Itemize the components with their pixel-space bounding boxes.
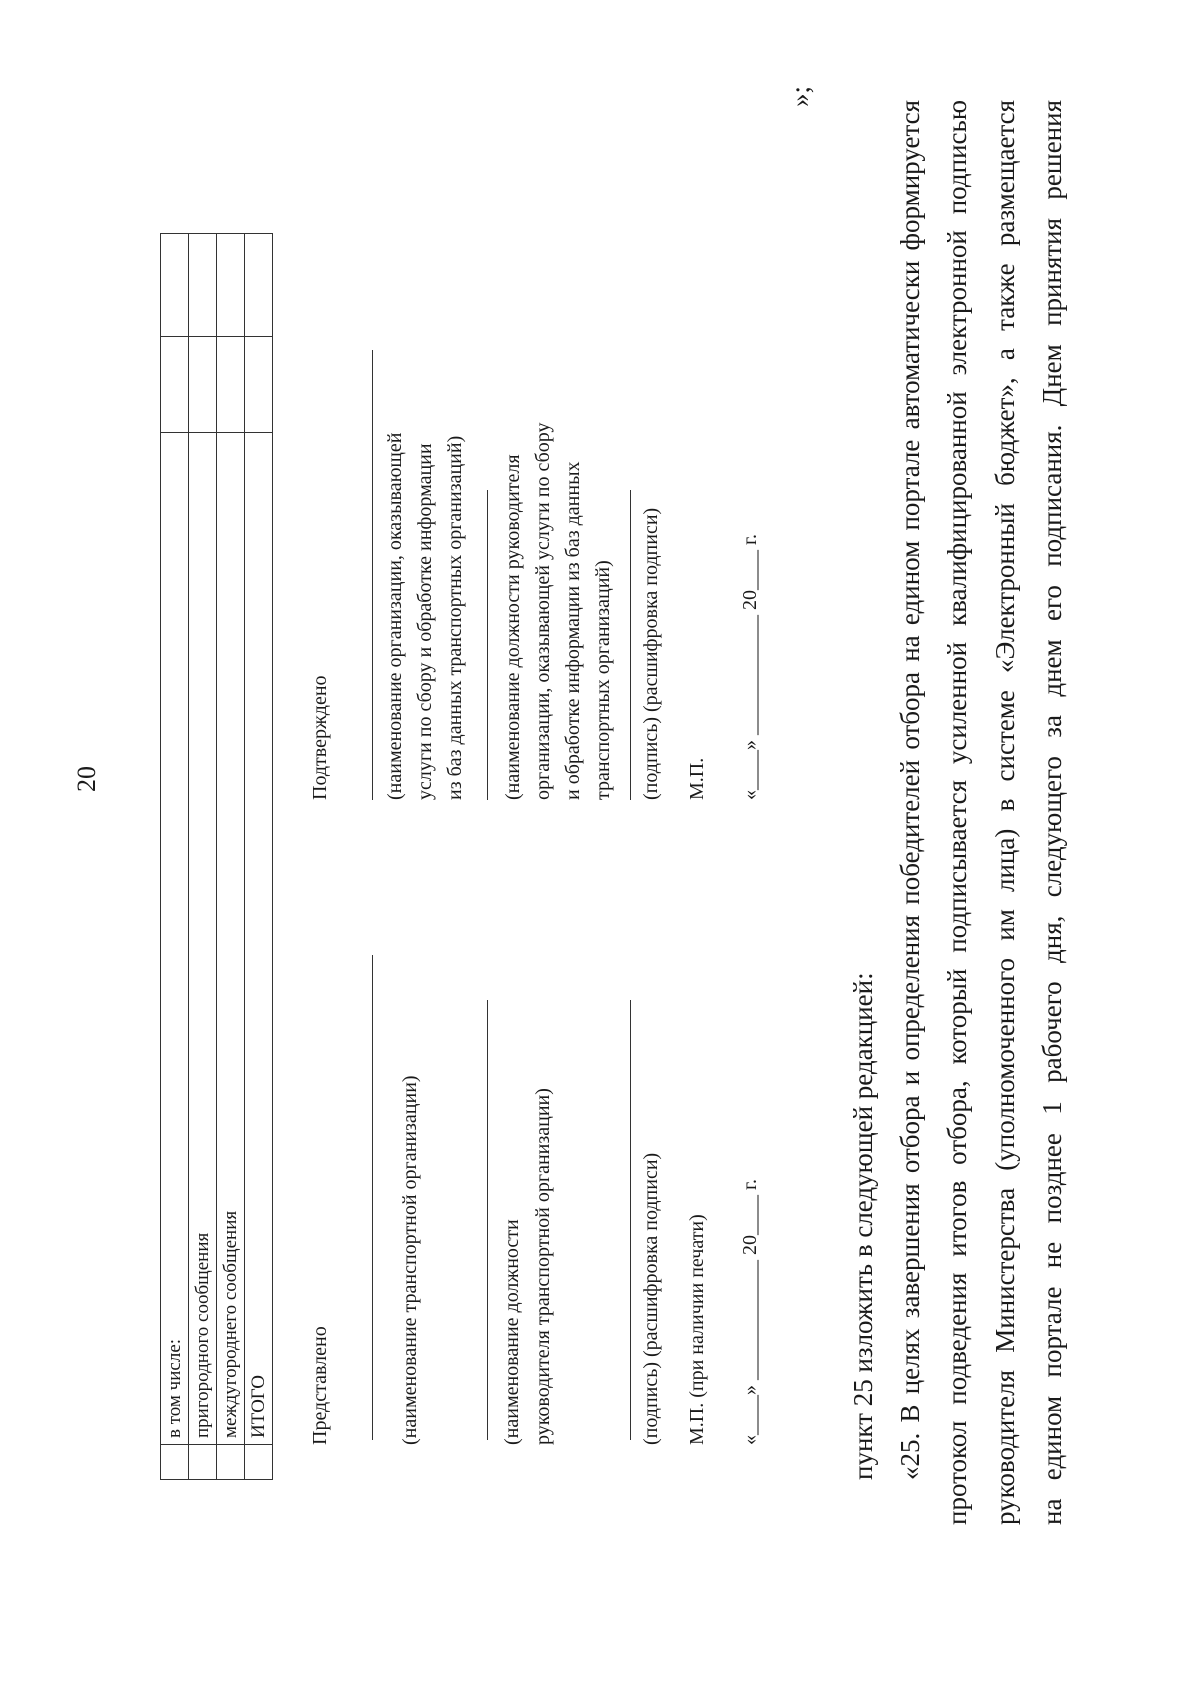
signature-line xyxy=(487,490,488,800)
submitted-heading: Представлено xyxy=(309,1326,331,1445)
stamp-caption: М.П. (при наличии печати) xyxy=(686,1214,708,1445)
signature-line xyxy=(630,490,631,800)
signature-line xyxy=(487,1000,488,1440)
table-row xyxy=(161,234,189,1480)
page-number: 20 xyxy=(72,766,101,792)
position-caption: (наименование должности xyxy=(501,1219,523,1445)
date-line: «____» ____________ 20____ г. xyxy=(739,1179,761,1445)
signature-line xyxy=(630,1000,631,1440)
signature-line xyxy=(372,955,373,1440)
position-caption: и обработке информации из баз данных xyxy=(562,461,584,800)
table-row xyxy=(217,234,245,1480)
signature-caption: (подпись) (расшифровка подписи) xyxy=(640,507,662,800)
org-caption: из баз данных транспортных организаций) xyxy=(444,435,466,800)
signature-line xyxy=(372,350,373,800)
confirmed-heading: Подтверждено xyxy=(309,675,331,800)
table-row xyxy=(189,234,217,1480)
paragraph-line: на едином портале не позднее 1 рабочего дня, следующего за днем его подписания. Днем принятия решения xyxy=(1037,100,1067,1525)
position-caption: транспортных организаций) xyxy=(592,560,614,800)
table-cell: междугороднего сообщения xyxy=(217,433,245,1445)
paragraph-line: руководителя Министерства (уполномоченного им лица) в системе «Электронный бюджет», а также размещается xyxy=(990,100,1020,1525)
signature-caption: (подпись) (расшифровка подписи) xyxy=(640,1152,662,1445)
table-row xyxy=(245,234,273,1480)
table-cell: пригородного сообщения xyxy=(189,433,217,1445)
org-caption: (наименование организации, оказывающей xyxy=(384,432,406,800)
position-caption: руководителя транспортной организации) xyxy=(532,1088,554,1445)
position-caption: (наименование должности руководителя xyxy=(502,454,524,800)
paragraph-line: «25. В целях завершения отбора и определения победителей отбора на едином портале автоматически формируется xyxy=(895,100,925,1480)
summary-table xyxy=(160,233,273,1480)
position-caption: организации, оказывающей услуги по сбору xyxy=(532,422,554,800)
table-cell: в том числе: xyxy=(161,433,189,1445)
table-cell: ИТОГО xyxy=(245,433,273,1445)
date-line: «____» ____________ 20____ г. xyxy=(739,534,761,800)
stamp-caption: М.П. xyxy=(686,757,708,800)
org-caption: услуги по сбору и обработке информации xyxy=(414,443,436,800)
paragraph-line: протокол подведения итогов отбора, который подписывается усиленной квалифицированной электронной подписью xyxy=(942,100,972,1525)
intro-line: пункт 25 изложить в следующей редакцией: xyxy=(848,972,878,1480)
org-caption: (наименование транспортной организации) xyxy=(399,1075,421,1445)
closing-quote: »; xyxy=(785,85,815,107)
